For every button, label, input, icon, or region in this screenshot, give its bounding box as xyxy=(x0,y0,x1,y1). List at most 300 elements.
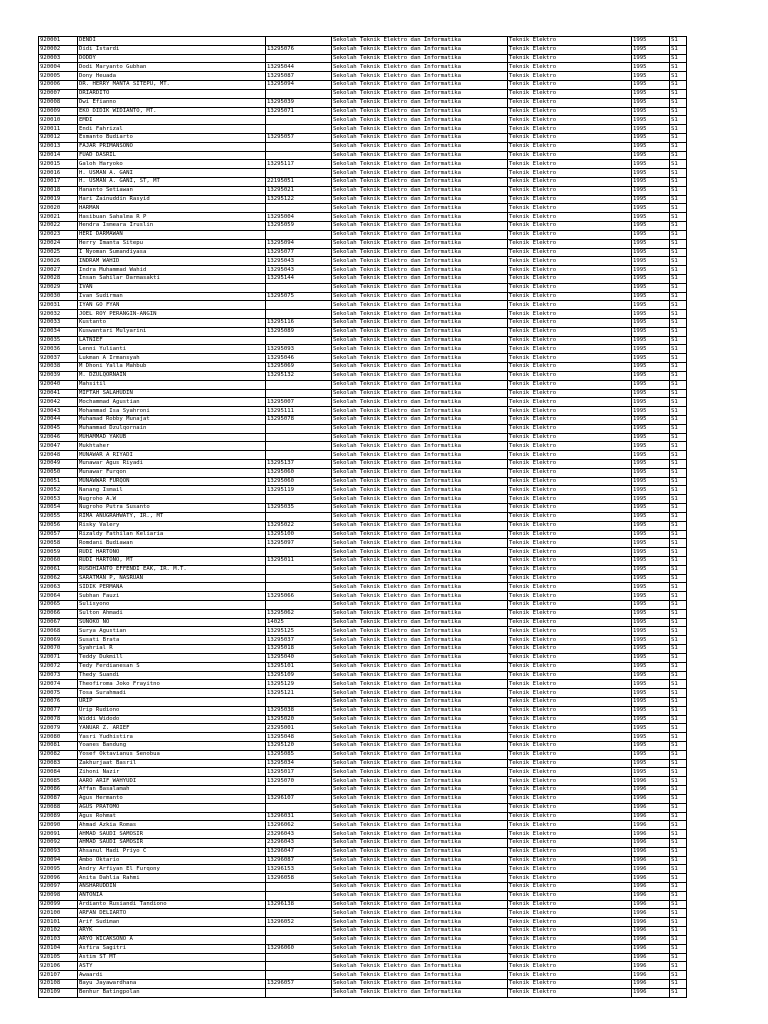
degree-cell: S1 xyxy=(670,812,687,821)
school-cell: Sekolah Teknik Elektro dan Informatika xyxy=(332,512,508,521)
record-id-cell: 920090 xyxy=(39,821,78,830)
name-cell: SIDIK PERMANA xyxy=(78,583,266,592)
degree-cell: S1 xyxy=(670,865,687,874)
year-cell: 1996 xyxy=(632,935,670,944)
school-cell: Sekolah Teknik Elektro dan Informatika xyxy=(332,618,508,627)
school-cell: Sekolah Teknik Elektro dan Informatika xyxy=(332,706,508,715)
student-number-cell xyxy=(266,151,332,160)
department-cell: Teknik Elektro xyxy=(508,742,632,751)
table-row xyxy=(39,142,687,151)
student-number-cell xyxy=(266,230,332,239)
degree-cell: S1 xyxy=(670,486,687,495)
table-row xyxy=(39,248,687,257)
record-id-cell: 920033 xyxy=(39,319,78,328)
table-row xyxy=(39,636,687,645)
table-row xyxy=(39,565,687,574)
department-cell: Teknik Elektro xyxy=(508,618,632,627)
table-row xyxy=(39,697,687,706)
year-cell: 1995 xyxy=(632,433,670,442)
department-cell: Teknik Elektro xyxy=(508,662,632,671)
department-cell: Teknik Elektro xyxy=(508,266,632,275)
name-cell: Awaardi xyxy=(78,971,266,980)
student-number-cell xyxy=(266,548,332,557)
year-cell: 1995 xyxy=(632,319,670,328)
student-number-cell: 13296107 xyxy=(266,794,332,803)
record-id-cell: 920017 xyxy=(39,178,78,187)
record-id-cell: 920060 xyxy=(39,556,78,565)
degree-cell: S1 xyxy=(670,415,687,424)
department-cell: Teknik Elektro xyxy=(508,847,632,856)
school-cell: Sekolah Teknik Elektro dan Informatika xyxy=(332,962,508,971)
year-cell: 1995 xyxy=(632,283,670,292)
record-id-cell: 920055 xyxy=(39,512,78,521)
degree-cell: S1 xyxy=(670,592,687,601)
name-cell: Tosa Surahmadi xyxy=(78,689,266,698)
student-number-cell xyxy=(266,89,332,98)
department-cell: Teknik Elektro xyxy=(508,151,632,160)
student-number-cell: 13295039 xyxy=(266,98,332,107)
table-row xyxy=(39,548,687,557)
student-number-cell xyxy=(266,601,332,610)
table-row xyxy=(39,935,687,944)
table-row xyxy=(39,81,687,90)
student-number-cell: 13295122 xyxy=(266,195,332,204)
department-cell: Teknik Elektro xyxy=(508,812,632,821)
school-cell: Sekolah Teknik Elektro dan Informatika xyxy=(332,601,508,610)
year-cell: 1995 xyxy=(632,512,670,521)
department-cell: Teknik Elektro xyxy=(508,794,632,803)
department-cell: Teknik Elektro xyxy=(508,169,632,178)
table-row xyxy=(39,838,687,847)
school-cell: Sekolah Teknik Elektro dan Informatika xyxy=(332,274,508,283)
school-cell: Sekolah Teknik Elektro dan Informatika xyxy=(332,653,508,662)
student-number-cell: 13295071 xyxy=(266,107,332,116)
table-row xyxy=(39,715,687,724)
name-cell: Mohammad Isa Syahroni xyxy=(78,407,266,416)
year-cell: 1996 xyxy=(632,838,670,847)
table-row xyxy=(39,125,687,134)
degree-cell: S1 xyxy=(670,363,687,372)
degree-cell: S1 xyxy=(670,556,687,565)
degree-cell: S1 xyxy=(670,81,687,90)
degree-cell: S1 xyxy=(670,169,687,178)
degree-cell: S1 xyxy=(670,442,687,451)
table-row xyxy=(39,460,687,469)
name-cell: Dony Heuada xyxy=(78,72,266,81)
record-id-cell: 920008 xyxy=(39,98,78,107)
student-number-cell: 13295043 xyxy=(266,257,332,266)
name-cell: RUSDHIANTO EFFENDI EAK, IR. M.T. xyxy=(78,565,266,574)
record-id-cell: 920014 xyxy=(39,151,78,160)
record-id-cell: 920007 xyxy=(39,89,78,98)
year-cell: 1995 xyxy=(632,336,670,345)
school-cell: Sekolah Teknik Elektro dan Informatika xyxy=(332,248,508,257)
degree-cell: S1 xyxy=(670,319,687,328)
name-cell: H. USMAN A. GANI, ST, MT xyxy=(78,178,266,187)
name-cell: Galoh Haryoko xyxy=(78,160,266,169)
student-number-cell: 13295117 xyxy=(266,160,332,169)
student-number-cell: 13295060 xyxy=(266,468,332,477)
school-cell: Sekolah Teknik Elektro dan Informatika xyxy=(332,54,508,63)
degree-cell: S1 xyxy=(670,803,687,812)
table-row xyxy=(39,512,687,521)
record-id-cell: 920056 xyxy=(39,521,78,530)
student-number-cell: 13295057 xyxy=(266,133,332,142)
degree-cell: S1 xyxy=(670,142,687,151)
degree-cell: S1 xyxy=(670,662,687,671)
student-number-cell xyxy=(266,204,332,213)
table-row xyxy=(39,230,687,239)
department-cell: Teknik Elektro xyxy=(508,874,632,883)
table-row xyxy=(39,812,687,821)
table-row xyxy=(39,274,687,283)
student-number-cell xyxy=(266,909,332,918)
degree-cell: S1 xyxy=(670,583,687,592)
degree-cell: S1 xyxy=(670,283,687,292)
year-cell: 1995 xyxy=(632,327,670,336)
department-cell: Teknik Elektro xyxy=(508,495,632,504)
year-cell: 1995 xyxy=(632,697,670,706)
degree-cell: S1 xyxy=(670,345,687,354)
school-cell: Sekolah Teknik Elektro dan Informatika xyxy=(332,777,508,786)
student-number-cell: 13295018 xyxy=(266,645,332,654)
student-number-cell xyxy=(266,953,332,962)
record-id-cell: 920085 xyxy=(39,777,78,786)
record-id-cell: 920037 xyxy=(39,354,78,363)
department-cell: Teknik Elektro xyxy=(508,953,632,962)
table-row xyxy=(39,653,687,662)
student-number-cell: 13295037 xyxy=(266,636,332,645)
name-cell: Mukhtaher xyxy=(78,442,266,451)
year-cell: 1995 xyxy=(632,495,670,504)
student-number-cell: 13295076 xyxy=(266,45,332,54)
school-cell: Sekolah Teknik Elektro dan Informatika xyxy=(332,142,508,151)
year-cell: 1995 xyxy=(632,239,670,248)
year-cell: 1996 xyxy=(632,971,670,980)
record-id-cell: 920080 xyxy=(39,733,78,742)
department-cell: Teknik Elektro xyxy=(508,354,632,363)
student-number-cell xyxy=(266,935,332,944)
school-cell: Sekolah Teknik Elektro dan Informatika xyxy=(332,953,508,962)
year-cell: 1996 xyxy=(632,821,670,830)
degree-cell: S1 xyxy=(670,45,687,54)
name-cell: MUNAWWAR FURQON xyxy=(78,477,266,486)
school-cell: Sekolah Teknik Elektro dan Informatika xyxy=(332,213,508,222)
table-row xyxy=(39,539,687,548)
year-cell: 1995 xyxy=(632,151,670,160)
department-cell: Teknik Elektro xyxy=(508,433,632,442)
name-cell: Syahrial R xyxy=(78,645,266,654)
spreadsheet-page xyxy=(38,36,687,998)
degree-cell: S1 xyxy=(670,653,687,662)
department-cell: Teknik Elektro xyxy=(508,239,632,248)
name-cell: Esmanto Budiarto xyxy=(78,133,266,142)
record-id-cell: 920019 xyxy=(39,195,78,204)
name-cell: Sulisyono xyxy=(78,601,266,610)
year-cell: 1995 xyxy=(632,45,670,54)
student-number-cell: 13296060 xyxy=(266,944,332,953)
student-number-cell xyxy=(266,962,332,971)
degree-cell: S1 xyxy=(670,424,687,433)
school-cell: Sekolah Teknik Elektro dan Informatika xyxy=(332,865,508,874)
degree-cell: S1 xyxy=(670,495,687,504)
school-cell: Sekolah Teknik Elektro dan Informatika xyxy=(332,583,508,592)
department-cell: Teknik Elektro xyxy=(508,724,632,733)
table-row xyxy=(39,310,687,319)
degree-cell: S1 xyxy=(670,856,687,865)
department-cell: Teknik Elektro xyxy=(508,512,632,521)
department-cell: Teknik Elektro xyxy=(508,786,632,795)
record-id-cell: 920044 xyxy=(39,415,78,424)
student-number-cell: 13295144 xyxy=(266,274,332,283)
student-number-cell: 13295101 xyxy=(266,662,332,671)
school-cell: Sekolah Teknik Elektro dan Informatika xyxy=(332,451,508,460)
degree-cell: S1 xyxy=(670,609,687,618)
table-row xyxy=(39,953,687,962)
year-cell: 1996 xyxy=(632,979,670,988)
table-row xyxy=(39,856,687,865)
school-cell: Sekolah Teknik Elektro dan Informatika xyxy=(332,327,508,336)
department-cell: Teknik Elektro xyxy=(508,468,632,477)
department-cell: Teknik Elektro xyxy=(508,407,632,416)
degree-cell: S1 xyxy=(670,468,687,477)
table-row xyxy=(39,609,687,618)
name-cell: IYAN GO FYAN xyxy=(78,301,266,310)
record-id-cell: 920071 xyxy=(39,653,78,662)
degree-cell: S1 xyxy=(670,125,687,134)
student-number-cell xyxy=(266,495,332,504)
year-cell: 1995 xyxy=(632,54,670,63)
record-id-cell: 920031 xyxy=(39,301,78,310)
school-cell: Sekolah Teknik Elektro dan Informatika xyxy=(332,371,508,380)
department-cell: Teknik Elektro xyxy=(508,45,632,54)
department-cell: Teknik Elektro xyxy=(508,283,632,292)
school-cell: Sekolah Teknik Elektro dan Informatika xyxy=(332,609,508,618)
student-number-cell xyxy=(266,988,332,997)
table-row xyxy=(39,759,687,768)
year-cell: 1996 xyxy=(632,794,670,803)
table-row xyxy=(39,37,687,46)
record-id-cell: 920024 xyxy=(39,239,78,248)
name-cell: FAJAR PRIMANSONO xyxy=(78,142,266,151)
name-cell: Ahmad Azkia Romas xyxy=(78,821,266,830)
department-cell: Teknik Elektro xyxy=(508,477,632,486)
school-cell: Sekolah Teknik Elektro dan Informatika xyxy=(332,495,508,504)
school-cell: Sekolah Teknik Elektro dan Informatika xyxy=(332,72,508,81)
degree-cell: S1 xyxy=(670,213,687,222)
year-cell: 1996 xyxy=(632,918,670,927)
department-cell: Teknik Elektro xyxy=(508,222,632,231)
school-cell: Sekolah Teknik Elektro dan Informatika xyxy=(332,204,508,213)
record-id-cell: 920066 xyxy=(39,609,78,618)
department-cell: Teknik Elektro xyxy=(508,81,632,90)
year-cell: 1995 xyxy=(632,750,670,759)
year-cell: 1995 xyxy=(632,424,670,433)
department-cell: Teknik Elektro xyxy=(508,777,632,786)
table-row xyxy=(39,45,687,54)
student-number-cell: 13296138 xyxy=(266,900,332,909)
student-number-cell: 13295021 xyxy=(266,186,332,195)
degree-cell: S1 xyxy=(670,671,687,680)
record-id-cell: 920107 xyxy=(39,971,78,980)
department-cell: Teknik Elektro xyxy=(508,918,632,927)
table-row xyxy=(39,160,687,169)
year-cell: 1995 xyxy=(632,671,670,680)
degree-cell: S1 xyxy=(670,301,687,310)
department-cell: Teknik Elektro xyxy=(508,883,632,892)
name-cell: Bayu Jayawardhana xyxy=(78,979,266,988)
degree-cell: S1 xyxy=(670,636,687,645)
degree-cell: S1 xyxy=(670,274,687,283)
student-number-cell xyxy=(266,336,332,345)
degree-cell: S1 xyxy=(670,838,687,847)
year-cell: 1995 xyxy=(632,601,670,610)
student-number-cell xyxy=(266,433,332,442)
student-number-cell xyxy=(266,883,332,892)
student-number-cell: 13295040 xyxy=(266,653,332,662)
year-cell: 1995 xyxy=(632,125,670,134)
degree-cell: S1 xyxy=(670,89,687,98)
department-cell: Teknik Elektro xyxy=(508,54,632,63)
table-row xyxy=(39,292,687,301)
student-number-cell xyxy=(266,389,332,398)
school-cell: Sekolah Teknik Elektro dan Informatika xyxy=(332,266,508,275)
table-row xyxy=(39,301,687,310)
table-row xyxy=(39,847,687,856)
record-id-cell: 920089 xyxy=(39,812,78,821)
table-row xyxy=(39,178,687,187)
table-row xyxy=(39,521,687,530)
department-cell: Teknik Elektro xyxy=(508,230,632,239)
name-cell: Yoanes Bandung xyxy=(78,742,266,751)
table-row xyxy=(39,363,687,372)
name-cell: ARYO WICAKSONO A xyxy=(78,935,266,944)
school-cell: Sekolah Teknik Elektro dan Informatika xyxy=(332,645,508,654)
record-id-cell: 920105 xyxy=(39,953,78,962)
table-row xyxy=(39,794,687,803)
table-row xyxy=(39,451,687,460)
record-id-cell: 920074 xyxy=(39,680,78,689)
school-cell: Sekolah Teknik Elektro dan Informatika xyxy=(332,257,508,266)
name-cell: HARMAN xyxy=(78,204,266,213)
table-row xyxy=(39,865,687,874)
record-id-cell: 920100 xyxy=(39,909,78,918)
record-id-cell: 920051 xyxy=(39,477,78,486)
school-cell: Sekolah Teknik Elektro dan Informatika xyxy=(332,89,508,98)
school-cell: Sekolah Teknik Elektro dan Informatika xyxy=(332,794,508,803)
department-cell: Teknik Elektro xyxy=(508,371,632,380)
degree-cell: S1 xyxy=(670,979,687,988)
degree-cell: S1 xyxy=(670,786,687,795)
degree-cell: S1 xyxy=(670,133,687,142)
student-number-cell: 13295017 xyxy=(266,768,332,777)
student-number-cell: 13295044 xyxy=(266,63,332,72)
school-cell: Sekolah Teknik Elektro dan Informatika xyxy=(332,786,508,795)
degree-cell: S1 xyxy=(670,186,687,195)
year-cell: 1996 xyxy=(632,953,670,962)
table-row xyxy=(39,54,687,63)
name-cell: Lenni Yulianti xyxy=(78,345,266,354)
student-number-cell xyxy=(266,442,332,451)
student-number-cell xyxy=(266,574,332,583)
department-cell: Teknik Elektro xyxy=(508,195,632,204)
student-number-cell: 13295137 xyxy=(266,460,332,469)
table-row xyxy=(39,971,687,980)
record-id-cell: 920028 xyxy=(39,274,78,283)
name-cell: Ahsanul Hadi Priyo C xyxy=(78,847,266,856)
year-cell: 1995 xyxy=(632,477,670,486)
table-row xyxy=(39,486,687,495)
school-cell: Sekolah Teknik Elektro dan Informatika xyxy=(332,521,508,530)
record-id-cell: 920006 xyxy=(39,81,78,90)
records-table xyxy=(38,36,687,998)
name-cell: Agus Rohmat xyxy=(78,812,266,821)
year-cell: 1996 xyxy=(632,900,670,909)
table-row xyxy=(39,442,687,451)
name-cell: Yasri Yudhistira xyxy=(78,733,266,742)
student-number-cell: 13295034 xyxy=(266,759,332,768)
year-cell: 1995 xyxy=(632,636,670,645)
school-cell: Sekolah Teknik Elektro dan Informatika xyxy=(332,292,508,301)
name-cell: Dwi Efianno xyxy=(78,98,266,107)
department-cell: Teknik Elektro xyxy=(508,935,632,944)
department-cell: Teknik Elektro xyxy=(508,63,632,72)
year-cell: 1995 xyxy=(632,653,670,662)
school-cell: Sekolah Teknik Elektro dan Informatika xyxy=(332,363,508,372)
student-number-cell: 13295109 xyxy=(266,671,332,680)
school-cell: Sekolah Teknik Elektro dan Informatika xyxy=(332,574,508,583)
department-cell: Teknik Elektro xyxy=(508,565,632,574)
year-cell: 1995 xyxy=(632,627,670,636)
student-number-cell: 13296047 xyxy=(266,847,332,856)
name-cell: MUHAMMAD YAKUB xyxy=(78,433,266,442)
year-cell: 1995 xyxy=(632,398,670,407)
school-cell: Sekolah Teknik Elektro dan Informatika xyxy=(332,979,508,988)
department-cell: Teknik Elektro xyxy=(508,257,632,266)
department-cell: Teknik Elektro xyxy=(508,680,632,689)
name-cell: Urip Rudiono xyxy=(78,706,266,715)
year-cell: 1995 xyxy=(632,539,670,548)
name-cell: Agus Hermanto xyxy=(78,794,266,803)
table-row xyxy=(39,962,687,971)
year-cell: 1995 xyxy=(632,63,670,72)
department-cell: Teknik Elektro xyxy=(508,521,632,530)
table-row xyxy=(39,186,687,195)
degree-cell: S1 xyxy=(670,160,687,169)
record-id-cell: 920021 xyxy=(39,213,78,222)
table-row xyxy=(39,151,687,160)
table-row xyxy=(39,662,687,671)
degree-cell: S1 xyxy=(670,380,687,389)
school-cell: Sekolah Teknik Elektro dan Informatika xyxy=(332,733,508,742)
record-id-cell: 920003 xyxy=(39,54,78,63)
name-cell: Mahsitil xyxy=(78,380,266,389)
table-row xyxy=(39,389,687,398)
record-id-cell: 920042 xyxy=(39,398,78,407)
year-cell: 1995 xyxy=(632,186,670,195)
degree-cell: S1 xyxy=(670,962,687,971)
degree-cell: S1 xyxy=(670,292,687,301)
year-cell: 1995 xyxy=(632,354,670,363)
name-cell: Yosef Oktavianus Senobua xyxy=(78,750,266,759)
table-row xyxy=(39,169,687,178)
name-cell: Asfira Sagitri xyxy=(78,944,266,953)
department-cell: Teknik Elektro xyxy=(508,142,632,151)
record-id-cell: 920050 xyxy=(39,468,78,477)
school-cell: Sekolah Teknik Elektro dan Informatika xyxy=(332,160,508,169)
school-cell: Sekolah Teknik Elektro dan Informatika xyxy=(332,415,508,424)
name-cell: ARYK xyxy=(78,927,266,936)
